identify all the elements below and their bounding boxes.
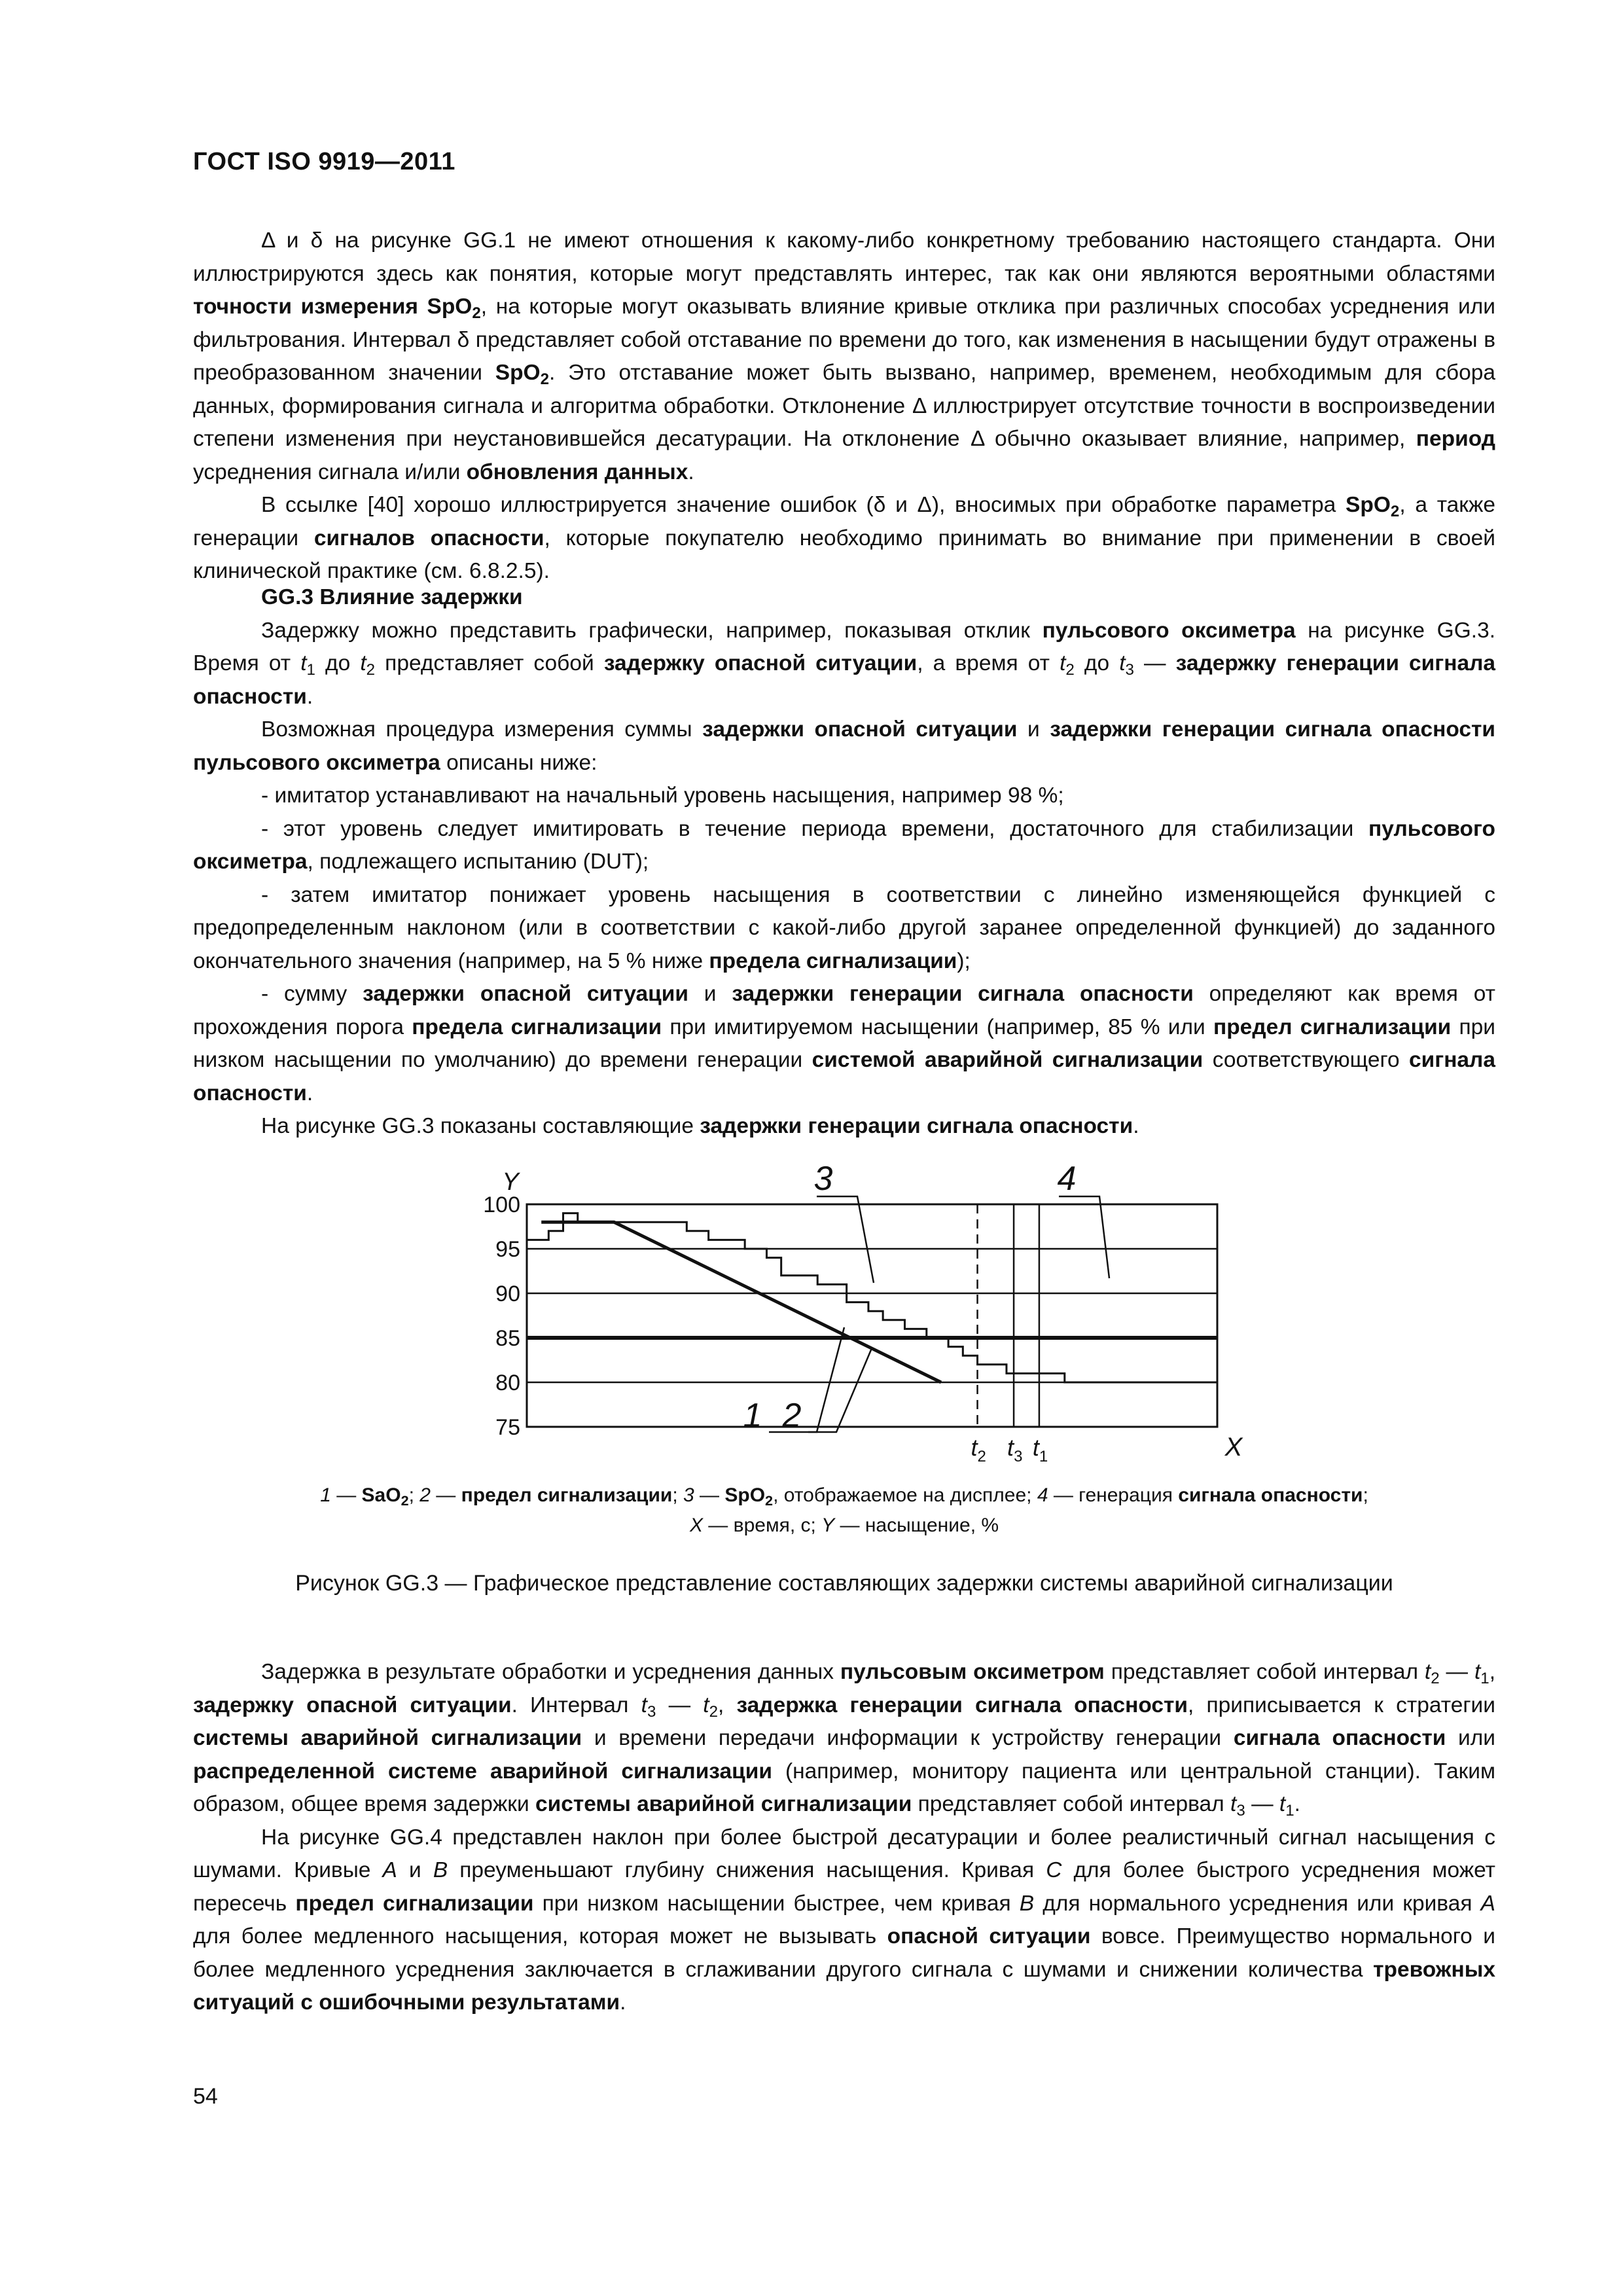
text-run: представляет собой xyxy=(375,651,604,675)
text-run: — xyxy=(430,1484,461,1506)
text-run: t xyxy=(641,1693,647,1717)
text-run: . xyxy=(306,1081,313,1105)
text-run: 4 xyxy=(1037,1484,1048,1506)
text-run: t xyxy=(703,1693,709,1717)
list-item xyxy=(193,813,1495,879)
text-run: системой аварийной сигнализации xyxy=(812,1048,1204,1072)
text-run: t xyxy=(1119,651,1126,675)
text-run: 2 xyxy=(472,304,481,322)
text-run: системы аварийной сигнализации xyxy=(535,1792,912,1816)
text-run: тревожных ситуаций с ошибочными результатами xyxy=(193,1957,1495,2015)
y-tick-label: 75 xyxy=(495,1415,520,1440)
text-run: В ссылке [40] хорошо иллюстрируется значение ошибок (δ и Δ), вносимых при обработке параметра xyxy=(261,493,1346,517)
text-run: предела сигнализации xyxy=(412,1014,662,1039)
paragraph xyxy=(193,1821,1495,2020)
text-run: 1 xyxy=(306,660,315,679)
text-run: пульсового оксиметра xyxy=(193,816,1495,874)
text-run: задержку опасной ситуации xyxy=(603,651,918,675)
text-run: при низком насыщении быстрее, чем кривая xyxy=(533,1891,1020,1916)
text-run: - имитатор устанавливают на начальный уровень насыщения, например 98 %; xyxy=(261,783,1064,808)
text-run: или xyxy=(1446,1726,1496,1750)
section-heading: GG.3 Влияние задержки xyxy=(261,585,523,609)
text-run: задержки генерации сигнала опасности xyxy=(700,1114,1133,1138)
text-run: . Интервал xyxy=(511,1693,641,1717)
text-run: . xyxy=(688,459,694,484)
text-run: , xyxy=(1489,1660,1495,1684)
text-run: и xyxy=(397,1858,433,1882)
text-run: обновления данных xyxy=(466,459,688,484)
text-run: ); xyxy=(957,948,971,973)
paragraph xyxy=(193,1110,1495,1143)
text-run: Задержка в результате обработки и усреднения данных xyxy=(261,1660,840,1684)
text-run: Возможная процедура измерения суммы xyxy=(261,717,703,742)
text-run: — насыщение, % xyxy=(834,1515,999,1536)
text-run: 2 xyxy=(1390,502,1400,520)
text-run: , xyxy=(717,1693,737,1717)
text-run: — xyxy=(1245,1792,1279,1816)
callout-leader xyxy=(808,1348,872,1432)
text-run: — генерация xyxy=(1048,1484,1179,1506)
text-run: сигнала опасности xyxy=(1178,1484,1363,1506)
text-run: C xyxy=(1046,1858,1062,1882)
text-run: и xyxy=(1017,717,1050,742)
text-run: B xyxy=(1019,1891,1035,1916)
text-run: 3 xyxy=(1236,1801,1245,1820)
closing-text-block xyxy=(193,1656,1495,2020)
text-run: (например, монитору пациента или центральной станции). Таким образом, общее время задержки xyxy=(193,1759,1495,1816)
text-run: преуменьшают глубину снижения насыщения. Кривая xyxy=(448,1858,1046,1882)
text-run: предела сигнализации xyxy=(709,948,957,973)
text-run: соответствующего xyxy=(1203,1048,1410,1072)
y-tick-label: 90 xyxy=(495,1282,520,1306)
text-run: описаны ниже: xyxy=(440,750,597,775)
text-run: задержки опасной ситуации xyxy=(363,982,688,1006)
text-run: предел сигнализации xyxy=(1213,1014,1452,1039)
text-run: пульсового оксиметра xyxy=(1042,618,1296,643)
text-run: SpO xyxy=(1346,493,1391,517)
text-run: t xyxy=(1279,1792,1286,1816)
text-run: для более медленного насыщения, которая может не вызывать xyxy=(193,1924,887,1948)
text-run: 3 xyxy=(647,1702,656,1721)
figure-legend xyxy=(193,1480,1495,1541)
text-run: 1 xyxy=(1285,1801,1294,1820)
text-run: на рисунке GG.3. Время от xyxy=(193,618,1496,675)
text-run: Δ и δ на рисунке GG.1 не имеют отношения к какому-либо конкретному требованию настоящего стандарта. Они иллюстрируются здесь как понятия, которые могут представлять интерес, так как они являются вероятными областями xyxy=(193,228,1495,286)
figure-title: Рисунок GG.3 — Графическое представление составляющих задержки системы аварийной сигнализации xyxy=(295,1571,1393,1596)
paragraph xyxy=(193,224,1495,489)
text-run: 2 xyxy=(765,1492,774,1509)
text-run: 1 xyxy=(320,1484,331,1506)
text-run: усреднения сигнала и/или xyxy=(193,459,467,484)
callout-label: 1 xyxy=(743,1397,762,1435)
text-run: до xyxy=(315,651,361,675)
text-run: — xyxy=(694,1484,725,1506)
list-item xyxy=(193,879,1495,978)
x-axis-label: X xyxy=(1224,1433,1243,1462)
callout-label: 2 xyxy=(782,1397,802,1435)
text-run: t xyxy=(300,651,307,675)
plot-frame xyxy=(527,1204,1217,1427)
text-run: для нормального усреднения или кривая xyxy=(1034,1891,1481,1916)
text-run: . xyxy=(620,1990,626,2015)
paragraph xyxy=(193,1656,1495,1821)
text-run: опасной ситуации xyxy=(887,1924,1091,1948)
text-run: ; xyxy=(1363,1484,1368,1506)
text-run: представляет собой интервал xyxy=(912,1792,1231,1816)
paragraph xyxy=(193,713,1495,780)
time-mark-label: $t_3$ xyxy=(1007,1434,1023,1465)
text-run: t xyxy=(1474,1660,1481,1684)
y-axis-label: Y xyxy=(502,1168,519,1196)
text-run: 2 xyxy=(366,660,376,679)
list-item xyxy=(193,978,1495,1110)
text-run: A xyxy=(1480,1891,1495,1916)
figure-gg3-chart xyxy=(471,1152,1257,1466)
text-run: представляет собой интервал xyxy=(1104,1660,1425,1684)
text-run: , приписывается к стратегии xyxy=(1188,1693,1495,1717)
text-run: SpO xyxy=(724,1484,766,1506)
text-run: B xyxy=(433,1858,448,1882)
text-run: — время, с; xyxy=(702,1515,822,1536)
text-run: — xyxy=(330,1484,362,1506)
text-run: задержку генерации сигнала опасности xyxy=(193,651,1496,709)
text-run: X xyxy=(689,1515,703,1536)
y-tick-label: 100 xyxy=(483,1193,520,1217)
text-run: t xyxy=(1424,1660,1431,1684)
legend-line xyxy=(193,1480,1495,1511)
text-run: A xyxy=(382,1858,397,1882)
text-run: задержки генерации сигнала опасности xyxy=(732,982,1194,1006)
text-run: t xyxy=(1060,651,1066,675)
y-tick-label: 95 xyxy=(495,1237,520,1262)
text-run: На рисунке GG.4 представлен наклон при более быстрой десатурации и более реалистичный сигнал насыщения с шумами. Кривые xyxy=(193,1825,1495,1882)
section-gg3 xyxy=(193,581,1495,1143)
text-run: задержку опасной ситуации xyxy=(193,1693,512,1717)
text-run: SpO xyxy=(495,361,541,385)
text-run: . xyxy=(1133,1114,1139,1138)
callout-leader xyxy=(1059,1196,1109,1278)
text-run: сигналов опасности xyxy=(313,526,544,550)
text-run: . Это отставание может быть вызвано, например, временем, необходимым для сбора данных, формирования сигнала и алгоритма обработки. Отклонение Δ иллюстрирует отсутствие точности в воспроизведении степени изменения при неустановившейся десатурации. На отклонение Δ обычно оказывает влияние, например, xyxy=(193,361,1495,451)
text-run: точности измерения SpO xyxy=(193,295,473,319)
text-run: Y xyxy=(821,1515,835,1536)
text-run: пульсовым оксиметром xyxy=(840,1660,1105,1684)
text-run: 2 xyxy=(419,1484,431,1506)
text-run: , на которые могут оказывать влияние кривые отклика при различных способах усреднения или фильтрования. Интервал δ представляет собой отставание по времени до того, как изменения в насыщении будут отражены в преобразованном значении xyxy=(193,295,1496,385)
y-tick-label: 85 xyxy=(495,1326,520,1351)
text-run: t xyxy=(360,651,366,675)
text-run: t xyxy=(1230,1792,1237,1816)
text-run: при имитируемом насыщении (например, 85 % или xyxy=(662,1014,1213,1039)
text-run: Задержку можно представить графически, например, показывая отклик xyxy=(261,618,1043,643)
time-mark-label: $t_2$ xyxy=(971,1434,986,1465)
text-run: предел сигнализации xyxy=(295,1891,534,1916)
series-3-line xyxy=(527,1213,1217,1382)
text-run: 2 xyxy=(1431,1669,1440,1687)
text-run: , отображаемое на дисплее; xyxy=(773,1484,1037,1506)
text-run: — xyxy=(1439,1660,1474,1684)
text-run: — xyxy=(656,1693,704,1717)
text-run: - сумму xyxy=(261,982,363,1006)
text-run: 2 xyxy=(1065,660,1075,679)
text-run: 2 xyxy=(401,1492,409,1509)
paragraph xyxy=(193,489,1495,588)
callout-label: 4 xyxy=(1057,1160,1077,1198)
y-tick-label: 80 xyxy=(495,1371,520,1395)
series-1-line xyxy=(541,1222,941,1382)
text-run: сигнала опасности xyxy=(1233,1726,1446,1750)
text-run: и xyxy=(688,982,732,1006)
text-run: ; xyxy=(672,1484,684,1506)
text-run: , а также генерации xyxy=(193,493,1495,550)
text-run: . xyxy=(1294,1792,1300,1816)
text-run: SaO xyxy=(361,1484,401,1506)
page-number: 54 xyxy=(193,2084,218,2109)
text-run: . xyxy=(306,684,313,709)
text-run: и времени передачи информации к устройству генерации xyxy=(582,1726,1234,1750)
legend-line xyxy=(193,1511,1495,1541)
callout-leader xyxy=(817,1196,874,1283)
text-run: 3 xyxy=(683,1484,694,1506)
text-run: - этот уровень следует имитировать в течение периода времени, достаточного для стабилизации xyxy=(261,816,1369,841)
intro-text-block xyxy=(193,224,1495,588)
text-run: , подлежащего испытанию (DUT); xyxy=(307,850,649,874)
text-run: при низком насыщении по умолчанию) до времени генерации xyxy=(193,1014,1495,1072)
text-run: , а время от xyxy=(917,651,1060,675)
paragraph xyxy=(193,615,1495,714)
text-run: для более быстрого усреднения может пересечь xyxy=(193,1858,1495,1916)
text-run: предел сигнализации xyxy=(461,1484,673,1506)
text-run: - затем имитатор понижает уровень насыщения в соответствии с линейно изменяющейся функцией с предопределенным наклоном (или в соответствии с какой-либо другой заранее определенной функцией) до заданного окончательного значения (например, на 5 % ниже xyxy=(193,882,1495,973)
text-run: 3 xyxy=(1125,660,1134,679)
document-header: ГОСТ ISO 9919—2011 xyxy=(193,148,455,175)
text-run: сигнала опасности xyxy=(193,1048,1495,1105)
text-run: ; xyxy=(408,1484,420,1506)
text-run: , которые покупателю необходимо принимать во внимание при применении в своей клинической практике (см. 6.8.2.5). xyxy=(193,526,1495,583)
text-run: распределенной системе аварийной сигнализации xyxy=(193,1759,772,1784)
text-run: задержка генерации сигнала опасности xyxy=(736,1693,1188,1717)
text-run: системы аварийной сигнализации xyxy=(193,1726,582,1750)
text-run: задержки опасной ситуации xyxy=(702,717,1018,742)
text-run: На рисунке GG.3 показаны составляющие xyxy=(261,1114,700,1138)
text-run: 2 xyxy=(709,1702,718,1721)
list-item xyxy=(193,780,1495,813)
time-mark-label: $t_1$ xyxy=(1032,1434,1048,1465)
text-run: — xyxy=(1133,651,1176,675)
text-run: период xyxy=(1416,427,1495,451)
text-run: 1 xyxy=(1480,1669,1489,1687)
text-run: вовсе. Преимущество нормального и более медленного усреднения заключается в сглаживании другого сигнала с шумами и снижении количества xyxy=(193,1924,1495,1982)
text-run: до xyxy=(1074,651,1120,675)
text-run: определяют как время от прохождения порога xyxy=(193,982,1496,1039)
callout-label: 3 xyxy=(813,1160,833,1198)
callout-leader xyxy=(769,1327,844,1432)
text-run: задержки генерации сигнала опасности пульсового оксиметра xyxy=(193,717,1496,775)
text-run: 2 xyxy=(540,370,550,388)
